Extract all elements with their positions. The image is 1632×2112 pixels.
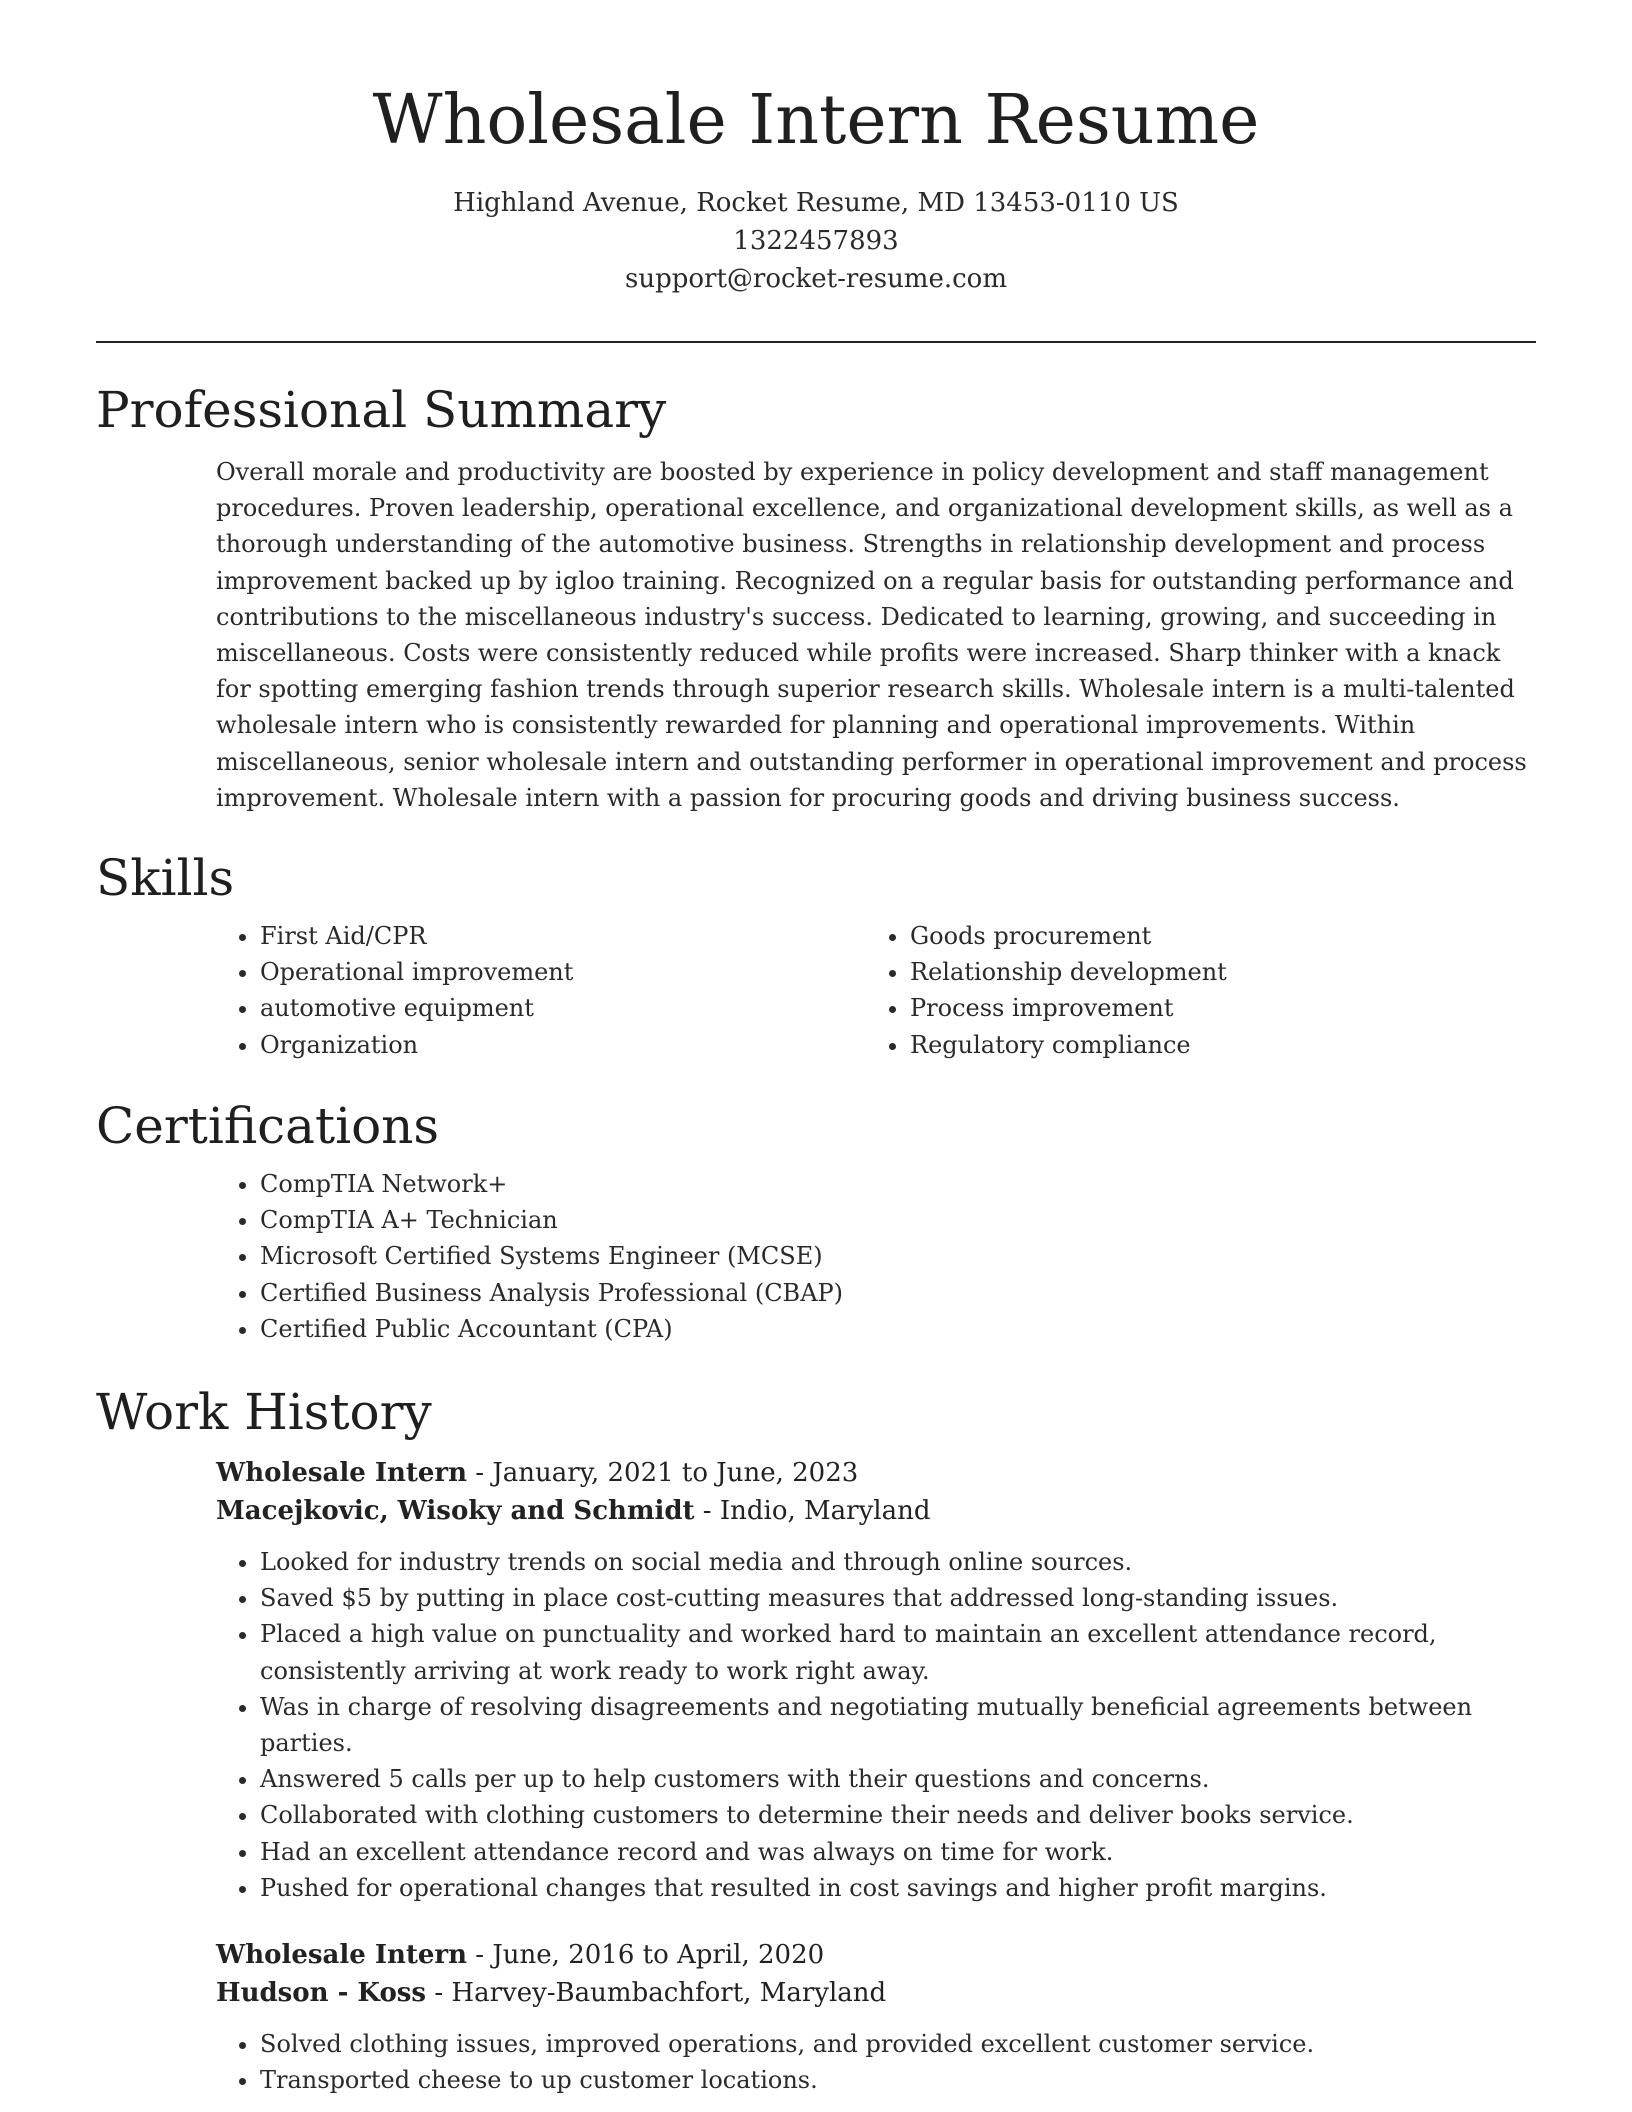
skills-section [96,848,1536,1063]
list-item: • Answered 5 calls per up to help customers with their questions and concerns. [260,1761,1536,1797]
contact-address: Highland Avenue, Rocket Resume, MD 13453-0110 US [453,187,1179,218]
list-item: • Was in charge of resolving disagreements and negotiating mutually beneficial agreements between parties. [260,1689,1536,1761]
list-item: • Saved $5 by putting in place cost-cutting measures that addressed long-standing issues. [260,1580,1536,1616]
job-dates: June, 2016 to April, 2020 [492,1940,825,1971]
summary-heading: Professional Summary [96,381,667,439]
certifications-wrapper [216,1166,1536,1347]
list-item: • Solved clothing issues, improved operations, and provided excellent customer service. [260,2026,1536,2062]
skills-list-right [866,918,1516,1063]
separator: - [426,1978,452,2009]
contact-phone: 1322457893 [733,225,899,256]
resume-title: Wholesale Intern Resume [372,81,1260,160]
separator: - [467,1940,493,1971]
list-item: • Microsoft Certified Systems Engineer (MCSE) [260,1238,1536,1274]
job-company-line [216,1492,1536,1530]
contact-block [0,184,1632,298]
list-item: • Placed a high value on punctuality and worked hard to maintain an excellent attendance record, consistently arriving at work ready to work right away. [260,1616,1536,1688]
job-bullets [216,1544,1536,1906]
list-item: • Process improvement [910,990,1516,1026]
job-entry [216,1936,1536,2098]
skills-grid [216,918,1536,1063]
resume-header [0,0,1632,298]
job-title-line [216,1936,1536,1974]
job-company-line [216,1974,1536,2012]
skills-column-right [866,918,1516,1063]
list-item: • Relationship development [910,954,1516,990]
job-title: Wholesale Intern [216,1940,468,1971]
list-item: • First Aid/CPR [260,918,866,954]
job-company: Macejkovic, Wisoky and Schmidt [216,1496,695,1526]
summary-text: Overall morale and productivity are boosted by experience in policy development and staff management procedures. Proven leadership, operational excellence, and organizational development skills, as well as a thorough understanding of the automotive business. Strengths in relationship development and process improvement backed up by igloo training. Recognized on a regular basis for outstanding performance and contributions to the miscellaneous industry's success. Dedicated to learning, growing, and succeeding in miscellaneous. Costs were consistently reduced while profits were increased. Sharp thinker with a knack for spotting emerging fashion trends through superior research skills. Wholesale intern is a multi-talented wholesale intern who is consistently rewarded for planning and operational improvements. Within miscellaneous, senior wholesale intern and outstanding performer in operational improvement and process improvement. Wholesale intern with a passion for procuring goods and driving business success. [216,458,1527,812]
job-entry [216,1454,1536,1906]
list-item: • Operational improvement [260,954,866,990]
job-title-line [216,1454,1536,1492]
skills-heading: Skills [96,849,235,907]
list-item: • Collaborated with clothing customers to determine their needs and deliver books service. [260,1797,1536,1833]
list-item: • CompTIA Network+ [260,1166,1536,1202]
certifications-list [216,1166,1536,1347]
certifications-heading: Certifications [96,1097,440,1155]
list-item: • Pushed for operational changes that resulted in cost savings and higher profit margins. [260,1870,1536,1906]
job-location: Indio, Maryland [719,1496,931,1526]
list-item: • Had an excellent attendance record and was always on time for work. [260,1834,1536,1870]
separator: - [694,1496,720,1526]
skills-list-left [216,918,866,1063]
skills-column-left [216,918,866,1063]
list-item: • CompTIA A+ Technician [260,1202,1536,1238]
summary-section [96,380,1536,816]
job-dates: January, 2021 to June, 2023 [492,1458,859,1488]
list-item: • Certified Public Accountant (CPA) [260,1311,1536,1347]
header-divider [96,341,1536,343]
job-location: Harvey-Baumbachfort, Maryland [451,1978,887,2009]
certifications-section [96,1096,1536,1347]
contact-email: support@rocket-resume.com [624,263,1007,294]
job-bullets [216,2026,1536,2098]
list-item: • Regulatory compliance [910,1027,1516,1063]
list-item: • automotive equipment [260,990,866,1026]
list-item: • Certified Business Analysis Professional (CBAP) [260,1275,1536,1311]
list-item: • Organization [260,1027,866,1063]
job-title: Wholesale Intern [216,1458,468,1488]
list-item: • Goods procurement [910,918,1516,954]
separator: - [467,1458,493,1488]
work-history-section [96,1382,1536,2098]
list-item: • Looked for industry trends on social media and through online sources. [260,1544,1536,1580]
list-item: • Transported cheese to up customer locations. [260,2062,1536,2098]
work-history-heading: Work History [96,1383,432,1441]
job-company: Hudson - Koss [216,1978,427,2009]
